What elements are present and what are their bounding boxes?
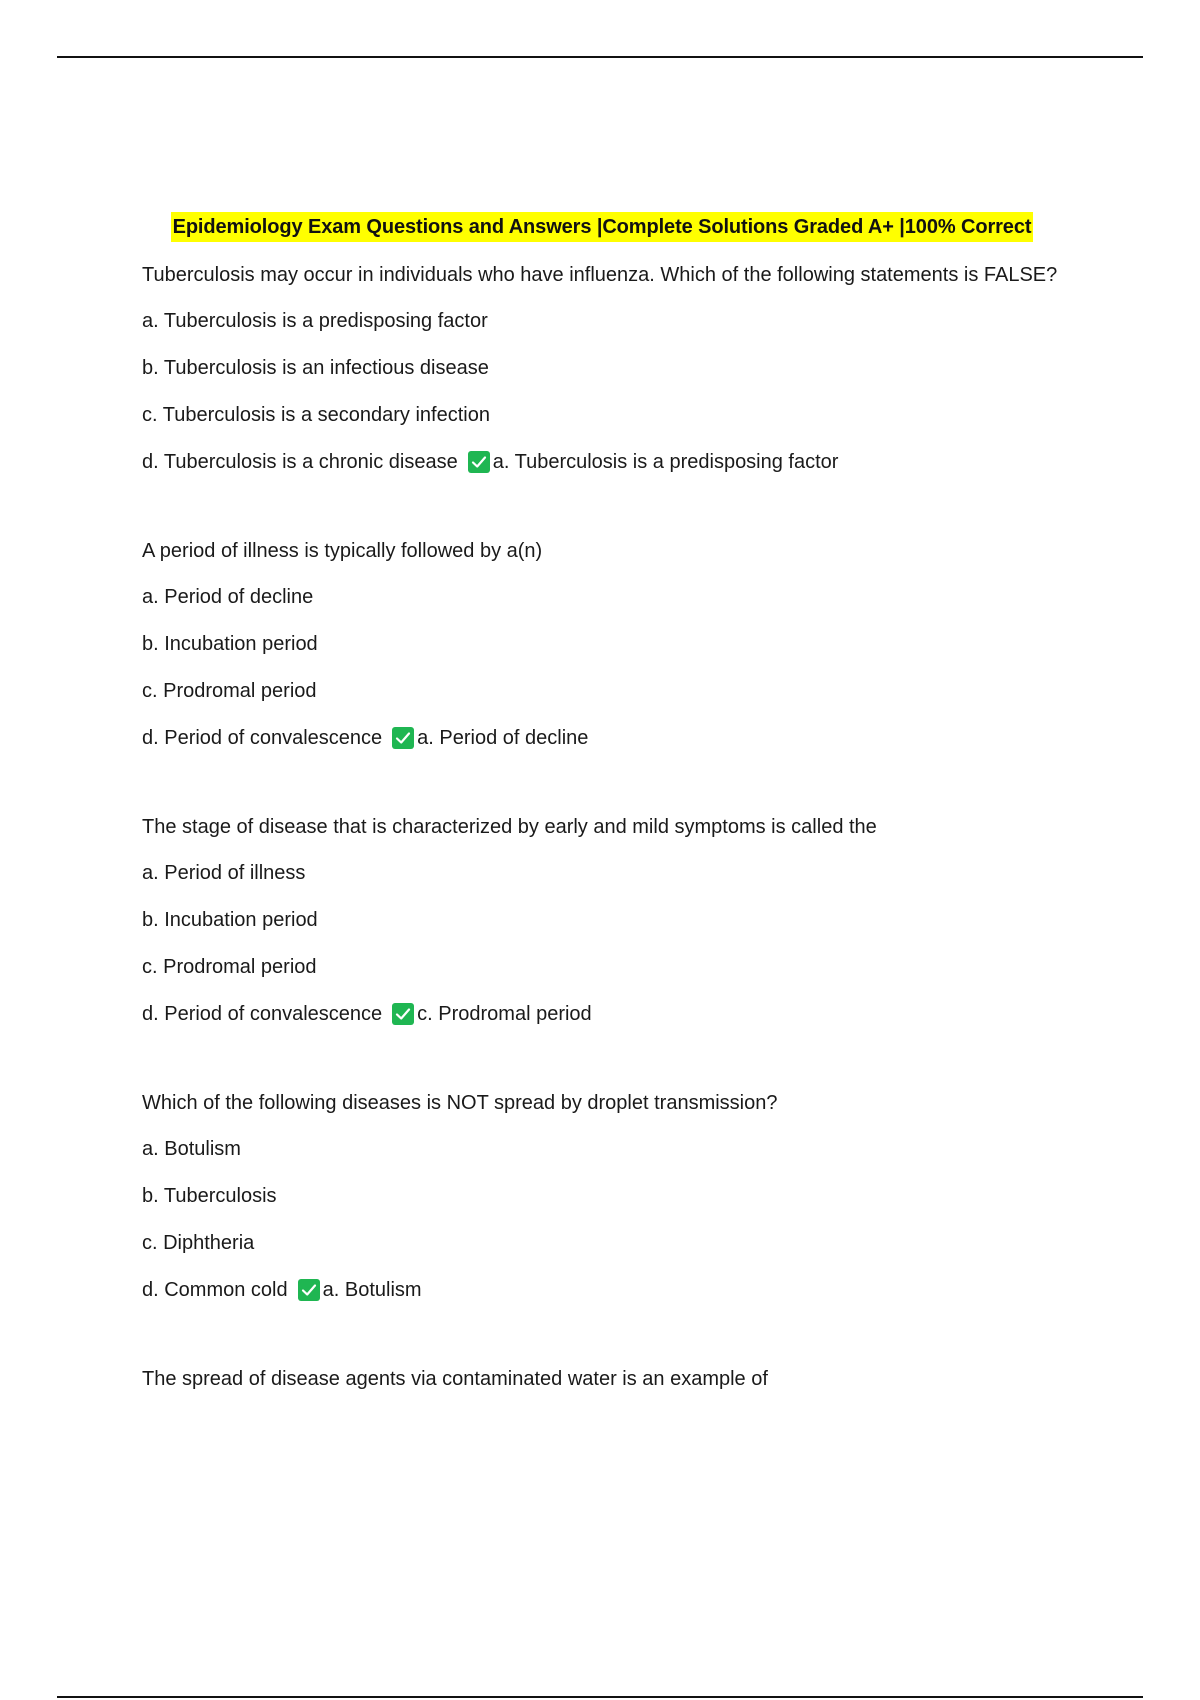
answer-text: c. Prodromal period: [417, 1003, 592, 1025]
option-c: c. Prodromal period: [142, 956, 317, 978]
question-block: [142, 260, 1062, 476]
answer-text: a. Period of decline: [417, 727, 589, 749]
option-d-with-answer: [142, 448, 1062, 476]
title-wrap: [142, 212, 1062, 242]
question-text: A period of illness is typically followed by a(n): [142, 540, 543, 562]
option-b: b. Tuberculosis is an infectious disease: [142, 357, 489, 379]
question-text: The stage of disease that is characterized by early and mild symptoms is called the: [142, 816, 877, 838]
option-a: a. Period of illness: [142, 862, 306, 884]
question-text: Tuberculosis may occur in individuals who have influenza. Which of the following statements is FALSE?: [142, 264, 1058, 286]
document-title: Epidemiology Exam Questions and Answers |Complete Solutions Graded A+ |100% Correct: [171, 212, 1034, 242]
check-mark-icon: [298, 1279, 320, 1301]
option-a: a. Tuberculosis is a predisposing factor: [142, 310, 488, 332]
option-a: a. Botulism: [142, 1138, 241, 1160]
option-d-with-answer: [142, 1276, 1062, 1304]
option-d: d. Period of convalescence: [142, 1003, 383, 1025]
document-body: [142, 212, 1062, 1411]
option-d: d. Tuberculosis is a chronic disease: [142, 451, 458, 473]
option-d: d. Period of convalescence: [142, 727, 383, 749]
option-d: d. Common cold: [142, 1279, 288, 1301]
question-block: [142, 1364, 1062, 1395]
option-d-with-answer: [142, 724, 1062, 752]
option-c: c. Diphtheria: [142, 1232, 255, 1254]
check-mark-icon: [468, 451, 490, 473]
question-text: The spread of disease agents via contaminated water is an example of: [142, 1368, 768, 1390]
option-b: b. Tuberculosis: [142, 1185, 277, 1207]
check-mark-icon: [392, 1003, 414, 1025]
question-block: [142, 1088, 1062, 1304]
check-mark-icon: [392, 727, 414, 749]
question-text: Which of the following diseases is NOT spread by droplet transmission?: [142, 1092, 778, 1114]
answer-text: a. Tuberculosis is a predisposing factor: [492, 451, 839, 473]
option-a: a. Period of decline: [142, 586, 314, 608]
option-c: c. Prodromal period: [142, 680, 317, 702]
bottom-rule: [57, 1696, 1143, 1698]
question-block: [142, 812, 1062, 1028]
option-b: b. Incubation period: [142, 633, 318, 655]
option-d-with-answer: [142, 1000, 1062, 1028]
answer-text: a. Botulism: [322, 1279, 422, 1301]
question-block: [142, 536, 1062, 752]
option-b: b. Incubation period: [142, 909, 318, 931]
option-c: c. Tuberculosis is a secondary infection: [142, 404, 490, 426]
top-rule: [57, 56, 1143, 58]
